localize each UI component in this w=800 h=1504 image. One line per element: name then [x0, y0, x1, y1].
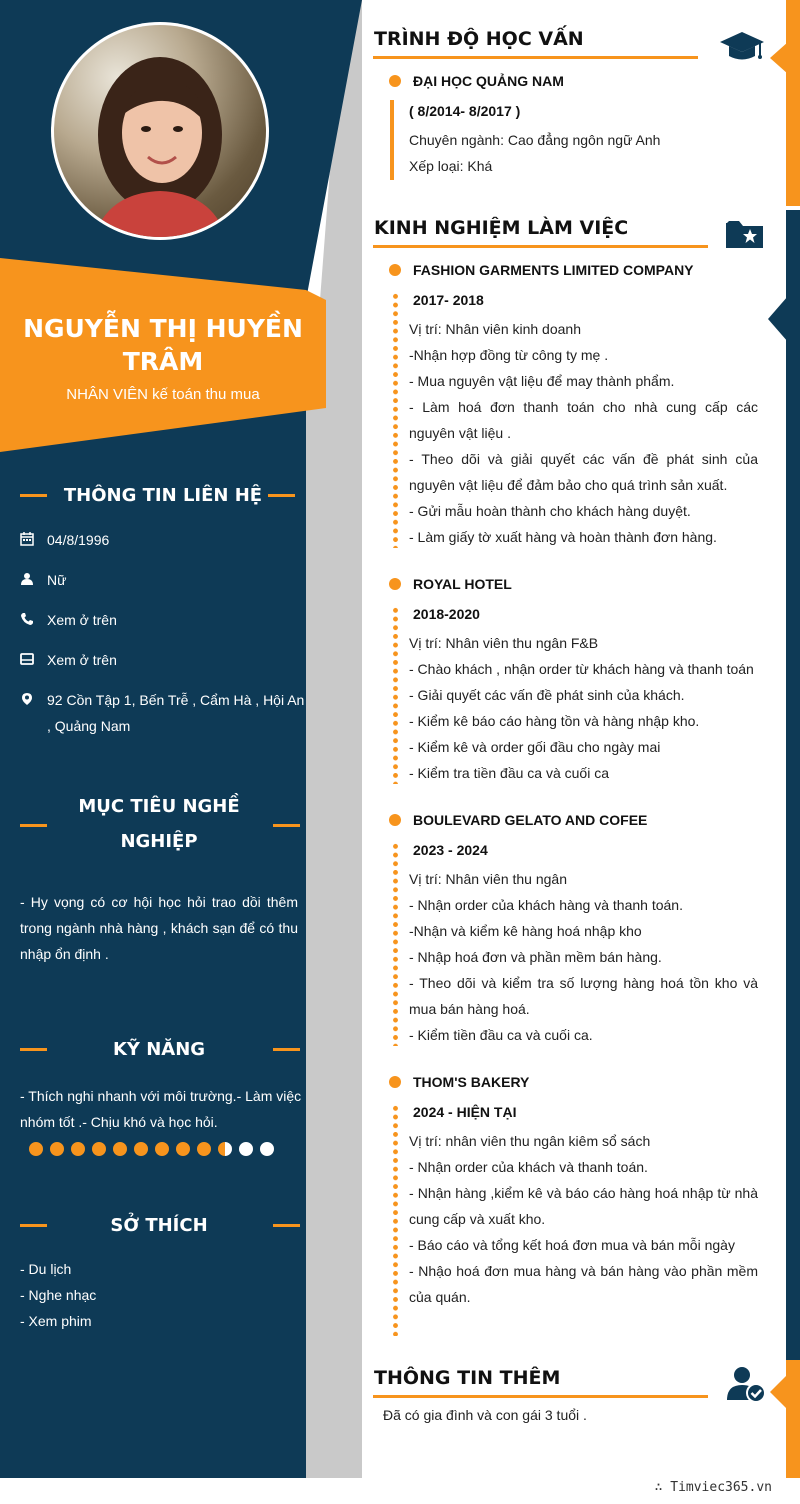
hobbies-heading: SỞ THÍCH — [110, 1215, 208, 1236]
skill-rating-dot — [197, 1142, 211, 1156]
skill-rating-dot — [50, 1142, 64, 1156]
skills-heading: KỸ NĂNG — [112, 1039, 206, 1060]
education-line: Chuyên ngành: Cao đẳng ngôn ngữ Anh — [409, 132, 661, 148]
timeline-dot — [389, 578, 401, 590]
contact-phone: Xem ở trên — [20, 607, 310, 633]
job-line: Vị trí: nhân viên thu ngân kiêm sổ sách — [409, 1133, 651, 1149]
objective-heading-line2: NGHIỆP — [120, 831, 198, 852]
hobby-item: - Xem phim — [20, 1313, 92, 1329]
heading-dash-right — [273, 1048, 300, 1051]
skill-rating-dot — [134, 1142, 148, 1156]
job-line: - Mua nguyên vật liệu để may thành phẩm. — [409, 373, 675, 389]
location-icon — [20, 692, 34, 706]
heading-underline — [373, 245, 708, 248]
avatar — [51, 22, 269, 240]
hobby-item: - Du lịch — [20, 1261, 72, 1277]
job-period: 2017- 2018 — [413, 292, 484, 308]
heading-underline — [373, 56, 698, 59]
job-line: - Kiểm tiền đầu ca và cuối ca. — [409, 1027, 593, 1043]
job-line: - Theo dõi và kiểm tra số lượng hàng hoá tồn kho và mua bán hàng hoá. — [409, 975, 758, 1017]
user-check-icon — [726, 1366, 766, 1402]
job-line: -Nhận và kiểm kê hàng hoá nhập kho — [409, 923, 642, 939]
objective-text: - Hy vọng có cơ hội học hỏi trao dồi thêm trong ngành nhà hàng , khách sạn để có thu nhập ổn định . — [20, 894, 298, 962]
job-line: - Chào khách , nhận order từ khách hàng và thanh toán — [409, 661, 754, 677]
calendar-icon — [20, 532, 34, 546]
timeline-dotted-line — [393, 842, 398, 1046]
job-line: - Nhận hàng ,kiểm kê và báo cáo hàng hoá nhập từ nhà cung cấp và xuất kho. — [409, 1185, 758, 1227]
company-name: ROYAL HOTEL — [413, 576, 512, 592]
email-icon — [20, 652, 34, 666]
timeline-dot — [389, 264, 401, 276]
job-period: 2018-2020 — [413, 606, 480, 622]
avatar-photo — [54, 25, 266, 237]
job-line: - Kiểm tra tiền đầu ca và cuối ca — [409, 765, 609, 781]
job-details — [409, 316, 758, 550]
job-line: -Nhận hợp đồng từ công ty mẹ . — [409, 347, 609, 363]
timeline-dotted-line — [393, 1104, 398, 1336]
school-name: ĐẠI HỌC QUẢNG NAM — [413, 73, 564, 89]
contact-address: 92 Cồn Tập 1, Bến Trễ , Cẩm Hà , Hội An , Quảng Nam — [20, 687, 310, 739]
heading-dash-left — [20, 824, 47, 827]
job-period: 2024 - HIỆN TẠI — [413, 1104, 517, 1120]
education-line: Xếp loại: Khá — [409, 158, 493, 174]
contact-heading: THÔNG TIN LIÊN HỆ — [63, 485, 263, 506]
timeline-dot — [389, 75, 401, 87]
skill-rating-dot — [239, 1142, 253, 1156]
education-details — [409, 127, 758, 179]
education-heading: TRÌNH ĐỘ HỌC VẤN — [374, 28, 584, 50]
job-details — [409, 630, 758, 786]
site-watermark: ∴ Timviec365.vn — [654, 1480, 772, 1495]
experience-heading: KINH NGHIỆM LÀM VIỆC — [374, 217, 629, 239]
heading-dash-right — [268, 494, 295, 497]
right-edge-notch-navy — [768, 296, 788, 342]
heading-underline — [373, 1395, 708, 1398]
company-name: FASHION GARMENTS LIMITED COMPANY — [413, 262, 694, 278]
right-edge-notch-orange-bottom — [770, 1374, 788, 1410]
skill-rating-dot — [260, 1142, 274, 1156]
right-edge-strip-top — [786, 0, 800, 206]
job-line: - Báo cáo và tổng kết hoá đơn mua và bán mỗi ngày — [409, 1237, 735, 1253]
job-line: - Làm giấy tờ xuất hàng và hoàn thành đơn hàng. — [409, 529, 717, 545]
right-edge-strip-bottom — [786, 1360, 800, 1478]
user-icon — [20, 572, 34, 586]
skill-rating-dot — [218, 1142, 232, 1156]
job-line: - Nhận order của khách và thanh toán. — [409, 1159, 648, 1175]
job-details — [409, 866, 758, 1048]
candidate-name: NGUYỄN THỊ HUYỀN TRÂM — [23, 314, 303, 376]
timeline-dotted-line — [393, 606, 398, 784]
job-line: - Làm hoá đơn thanh toán cho nhà cung cấp các nguyên vật liệu . — [409, 399, 758, 441]
skill-rating-dot — [113, 1142, 127, 1156]
job-line: - Kiểm kê và order gối đầu cho ngày mai — [409, 739, 661, 755]
skill-rating — [29, 1142, 274, 1156]
job-line: Vị trí: Nhân viên kinh doanh — [409, 321, 581, 337]
timeline-dot — [389, 814, 401, 826]
additional-text: Đã có gia đình và con gái 3 tuổi . — [383, 1407, 587, 1423]
skill-rating-dot — [92, 1142, 106, 1156]
skill-rating-dot — [155, 1142, 169, 1156]
job-line: Vị trí: Nhân viên thu ngân F&B — [409, 635, 599, 651]
company-name: BOULEVARD GELATO AND COFEE — [413, 812, 648, 828]
timeline-line — [390, 100, 394, 180]
job-details — [409, 1128, 758, 1310]
job-line: - Nhận order của khách hàng và thanh toán. — [409, 897, 683, 913]
timeline-dotted-line — [393, 292, 398, 548]
job-line: - Giải quyết các vấn đề phát sinh của khách. — [409, 687, 685, 703]
objective-heading-line1: MỤC TIÊU NGHỀ — [78, 796, 240, 817]
contact-email: Xem ở trên — [20, 647, 310, 673]
job-period: 2023 - 2024 — [413, 842, 488, 858]
skills-text: - Thích nghi nhanh với môi trường.- Làm việc nhóm tốt .- Chịu khó và học hỏi. — [20, 1088, 302, 1130]
contact-gender: Nữ — [20, 567, 310, 593]
job-line: - Nhậo hoá đơn mua hàng và bán hàng vào phần mềm của quán. — [409, 1263, 758, 1305]
hobby-list — [20, 1256, 298, 1334]
right-edge-notch-orange — [770, 42, 788, 74]
additional-heading: THÔNG TIN THÊM — [374, 1367, 561, 1389]
folder-star-icon — [726, 218, 764, 250]
candidate-title: NHÂN VIÊN kế toán thu mua — [66, 386, 260, 403]
timeline-dot — [389, 1076, 401, 1088]
skill-rating-dot — [71, 1142, 85, 1156]
job-line: Vị trí: Nhân viên thu ngân — [409, 871, 567, 887]
skill-rating-dot — [29, 1142, 43, 1156]
heading-dash-right — [273, 1224, 300, 1227]
contact-birthdate: 04/8/1996 — [20, 527, 310, 553]
right-edge-strip-middle — [786, 210, 800, 1360]
graduation-cap-icon — [720, 30, 764, 64]
school-period: ( 8/2014- 8/2017 ) — [409, 103, 521, 119]
job-line: - Theo dõi và giải quyết các vấn đề phát sinh của nguyên vật liệu để đảm bảo cho quá trình sản xuất. — [409, 451, 758, 493]
job-line: - Gửi mẫu hoàn thành cho khách hàng duyệt. — [409, 503, 691, 519]
hobby-item: - Nghe nhạc — [20, 1287, 97, 1303]
job-line: - Nhập hoá đơn và phần mềm bán hàng. — [409, 949, 662, 965]
skill-rating-dot — [176, 1142, 190, 1156]
job-line: - Kiểm kê báo cáo hàng tồn và hàng nhập kho. — [409, 713, 700, 729]
heading-dash-right — [273, 824, 300, 827]
phone-icon — [20, 612, 34, 626]
company-name: THOM'S BAKERY — [413, 1074, 530, 1090]
